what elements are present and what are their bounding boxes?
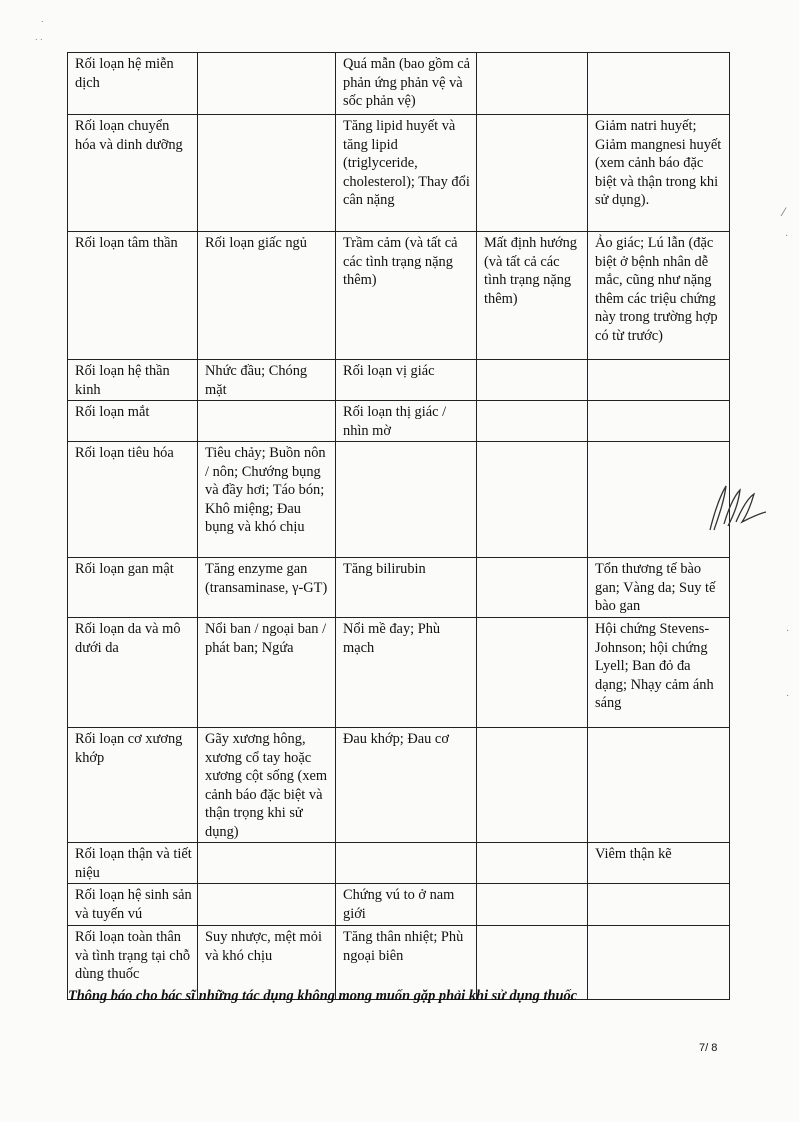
table-cell: Tăng thân nhiệt; Phù ngoại biên bbox=[336, 926, 477, 1000]
table-row bbox=[68, 843, 730, 884]
table-cell bbox=[588, 53, 730, 115]
table-cell bbox=[588, 728, 730, 843]
table-cell: Rối loạn vị giác bbox=[336, 360, 477, 401]
row-header-cell: Rối loạn chuyển hóa và dinh dưỡng bbox=[68, 115, 198, 232]
table-cell: Gãy xương hông, xương cổ tay hoặc xương cột sống (xem cảnh báo đặc biệt và thận trọng khi sử dụng) bbox=[198, 728, 336, 843]
signature-mark bbox=[700, 478, 780, 538]
row-header-cell: Rối loạn hệ thần kinh bbox=[68, 360, 198, 401]
row-header-cell: Rối loạn hệ sinh sản và tuyến vú bbox=[68, 884, 198, 926]
table-cell: Rối loạn thị giác / nhìn mờ bbox=[336, 401, 477, 442]
table-cell bbox=[198, 401, 336, 442]
table-row bbox=[68, 232, 730, 360]
row-header-cell: Rối loạn cơ xương khớp bbox=[68, 728, 198, 843]
table-cell bbox=[477, 728, 588, 843]
table-cell: Nổi mề đay; Phù mạch bbox=[336, 618, 477, 728]
table-row bbox=[68, 618, 730, 728]
table-cell: Quá mẫn (bao gồm cả phản ứng phản vệ và sốc phản vệ) bbox=[336, 53, 477, 115]
table-cell: Ảo giác; Lú lẫn (đặc biệt ở bệnh nhân dễ mắc, cũng như nặng thêm các triệu chứng này trong trường hợp có từ trước) bbox=[588, 232, 730, 360]
table-row bbox=[68, 558, 730, 618]
table-cell bbox=[588, 360, 730, 401]
table-cell bbox=[588, 884, 730, 926]
table-cell bbox=[477, 843, 588, 884]
table-cell bbox=[477, 115, 588, 232]
adverse-effects-table bbox=[67, 52, 730, 1000]
table-cell: Hội chứng Stevens-Johnson; hội chứng Lyell; Ban đỏ đa dạng; Nhạy cảm ánh sáng bbox=[588, 618, 730, 728]
table-cell bbox=[477, 884, 588, 926]
table-row bbox=[68, 728, 730, 843]
row-header-cell: Rối loạn tiêu hóa bbox=[68, 442, 198, 558]
row-header-cell: Rối loạn thận và tiết niệu bbox=[68, 843, 198, 884]
row-header-cell: Rối loạn da và mô dưới da bbox=[68, 618, 198, 728]
table-cell: Chứng vú to ở nam giới bbox=[336, 884, 477, 926]
table-row bbox=[68, 53, 730, 115]
table-cell bbox=[198, 115, 336, 232]
table-cell bbox=[477, 618, 588, 728]
row-header-cell: Rối loạn mắt bbox=[68, 401, 198, 442]
page-number: 7/ 8 bbox=[699, 1042, 718, 1054]
table-cell bbox=[477, 53, 588, 115]
row-header-cell: Rối loạn gan mật bbox=[68, 558, 198, 618]
table-cell: Trầm cảm (và tất cả các tình trạng nặng thêm) bbox=[336, 232, 477, 360]
table-cell: Rối loạn giấc ngủ bbox=[198, 232, 336, 360]
footer-note: Thông báo cho bác sĩ những tác dụng không mong muốn gặp phải khi sử dụng thuốc bbox=[68, 988, 578, 1004]
table-cell bbox=[477, 558, 588, 618]
table-body bbox=[68, 53, 730, 1000]
table-cell bbox=[198, 843, 336, 884]
table-row bbox=[68, 360, 730, 401]
table-row bbox=[68, 884, 730, 926]
table-cell: Nhức đầu; Chóng mặt bbox=[198, 360, 336, 401]
row-header-cell: Rối loạn tâm thần bbox=[68, 232, 198, 360]
table-cell bbox=[477, 401, 588, 442]
table-row bbox=[68, 401, 730, 442]
table-cell bbox=[336, 442, 477, 558]
table-cell: Suy nhược, mệt mỏi và khó chịu bbox=[198, 926, 336, 1000]
row-header-cell: Rối loạn toàn thân và tình trạng tại chỗ dùng thuốc bbox=[68, 926, 198, 1000]
table-cell bbox=[588, 401, 730, 442]
row-header-cell: Rối loạn hệ miễn dịch bbox=[68, 53, 198, 115]
table-cell bbox=[198, 884, 336, 926]
table-cell: Tăng lipid huyết và tăng lipid (triglyceride, cholesterol); Thay đổi cân nặng bbox=[336, 115, 477, 232]
table-cell: Tăng bilirubin bbox=[336, 558, 477, 618]
table-cell: Tổn thương tế bào gan; Vàng da; Suy tế bào gan bbox=[588, 558, 730, 618]
table-cell: Mất định hướng (và tất cả các tình trạng nặng thêm) bbox=[477, 232, 588, 360]
table-cell: Nổi ban / ngoại ban / phát ban; Ngứa bbox=[198, 618, 336, 728]
table-cell bbox=[477, 442, 588, 558]
table-row bbox=[68, 442, 730, 558]
table-cell: Tiêu chảy; Buồn nôn / nôn; Chướng bụng và đầy hơi; Táo bón; Khô miệng; Đau bụng và khó chịu bbox=[198, 442, 336, 558]
table-cell: Đau khớp; Đau cơ bbox=[336, 728, 477, 843]
table-row bbox=[68, 115, 730, 232]
table-cell bbox=[198, 53, 336, 115]
table-cell bbox=[336, 843, 477, 884]
table-cell: Giảm natri huyết; Giảm mangnesi huyết (xem cảnh báo đặc biệt và thận trong khi sử dụng). bbox=[588, 115, 730, 232]
table-cell: Tăng enzyme gan (transaminase, γ-GT) bbox=[198, 558, 336, 618]
table-cell: Viêm thận kẽ bbox=[588, 843, 730, 884]
table-cell bbox=[477, 360, 588, 401]
